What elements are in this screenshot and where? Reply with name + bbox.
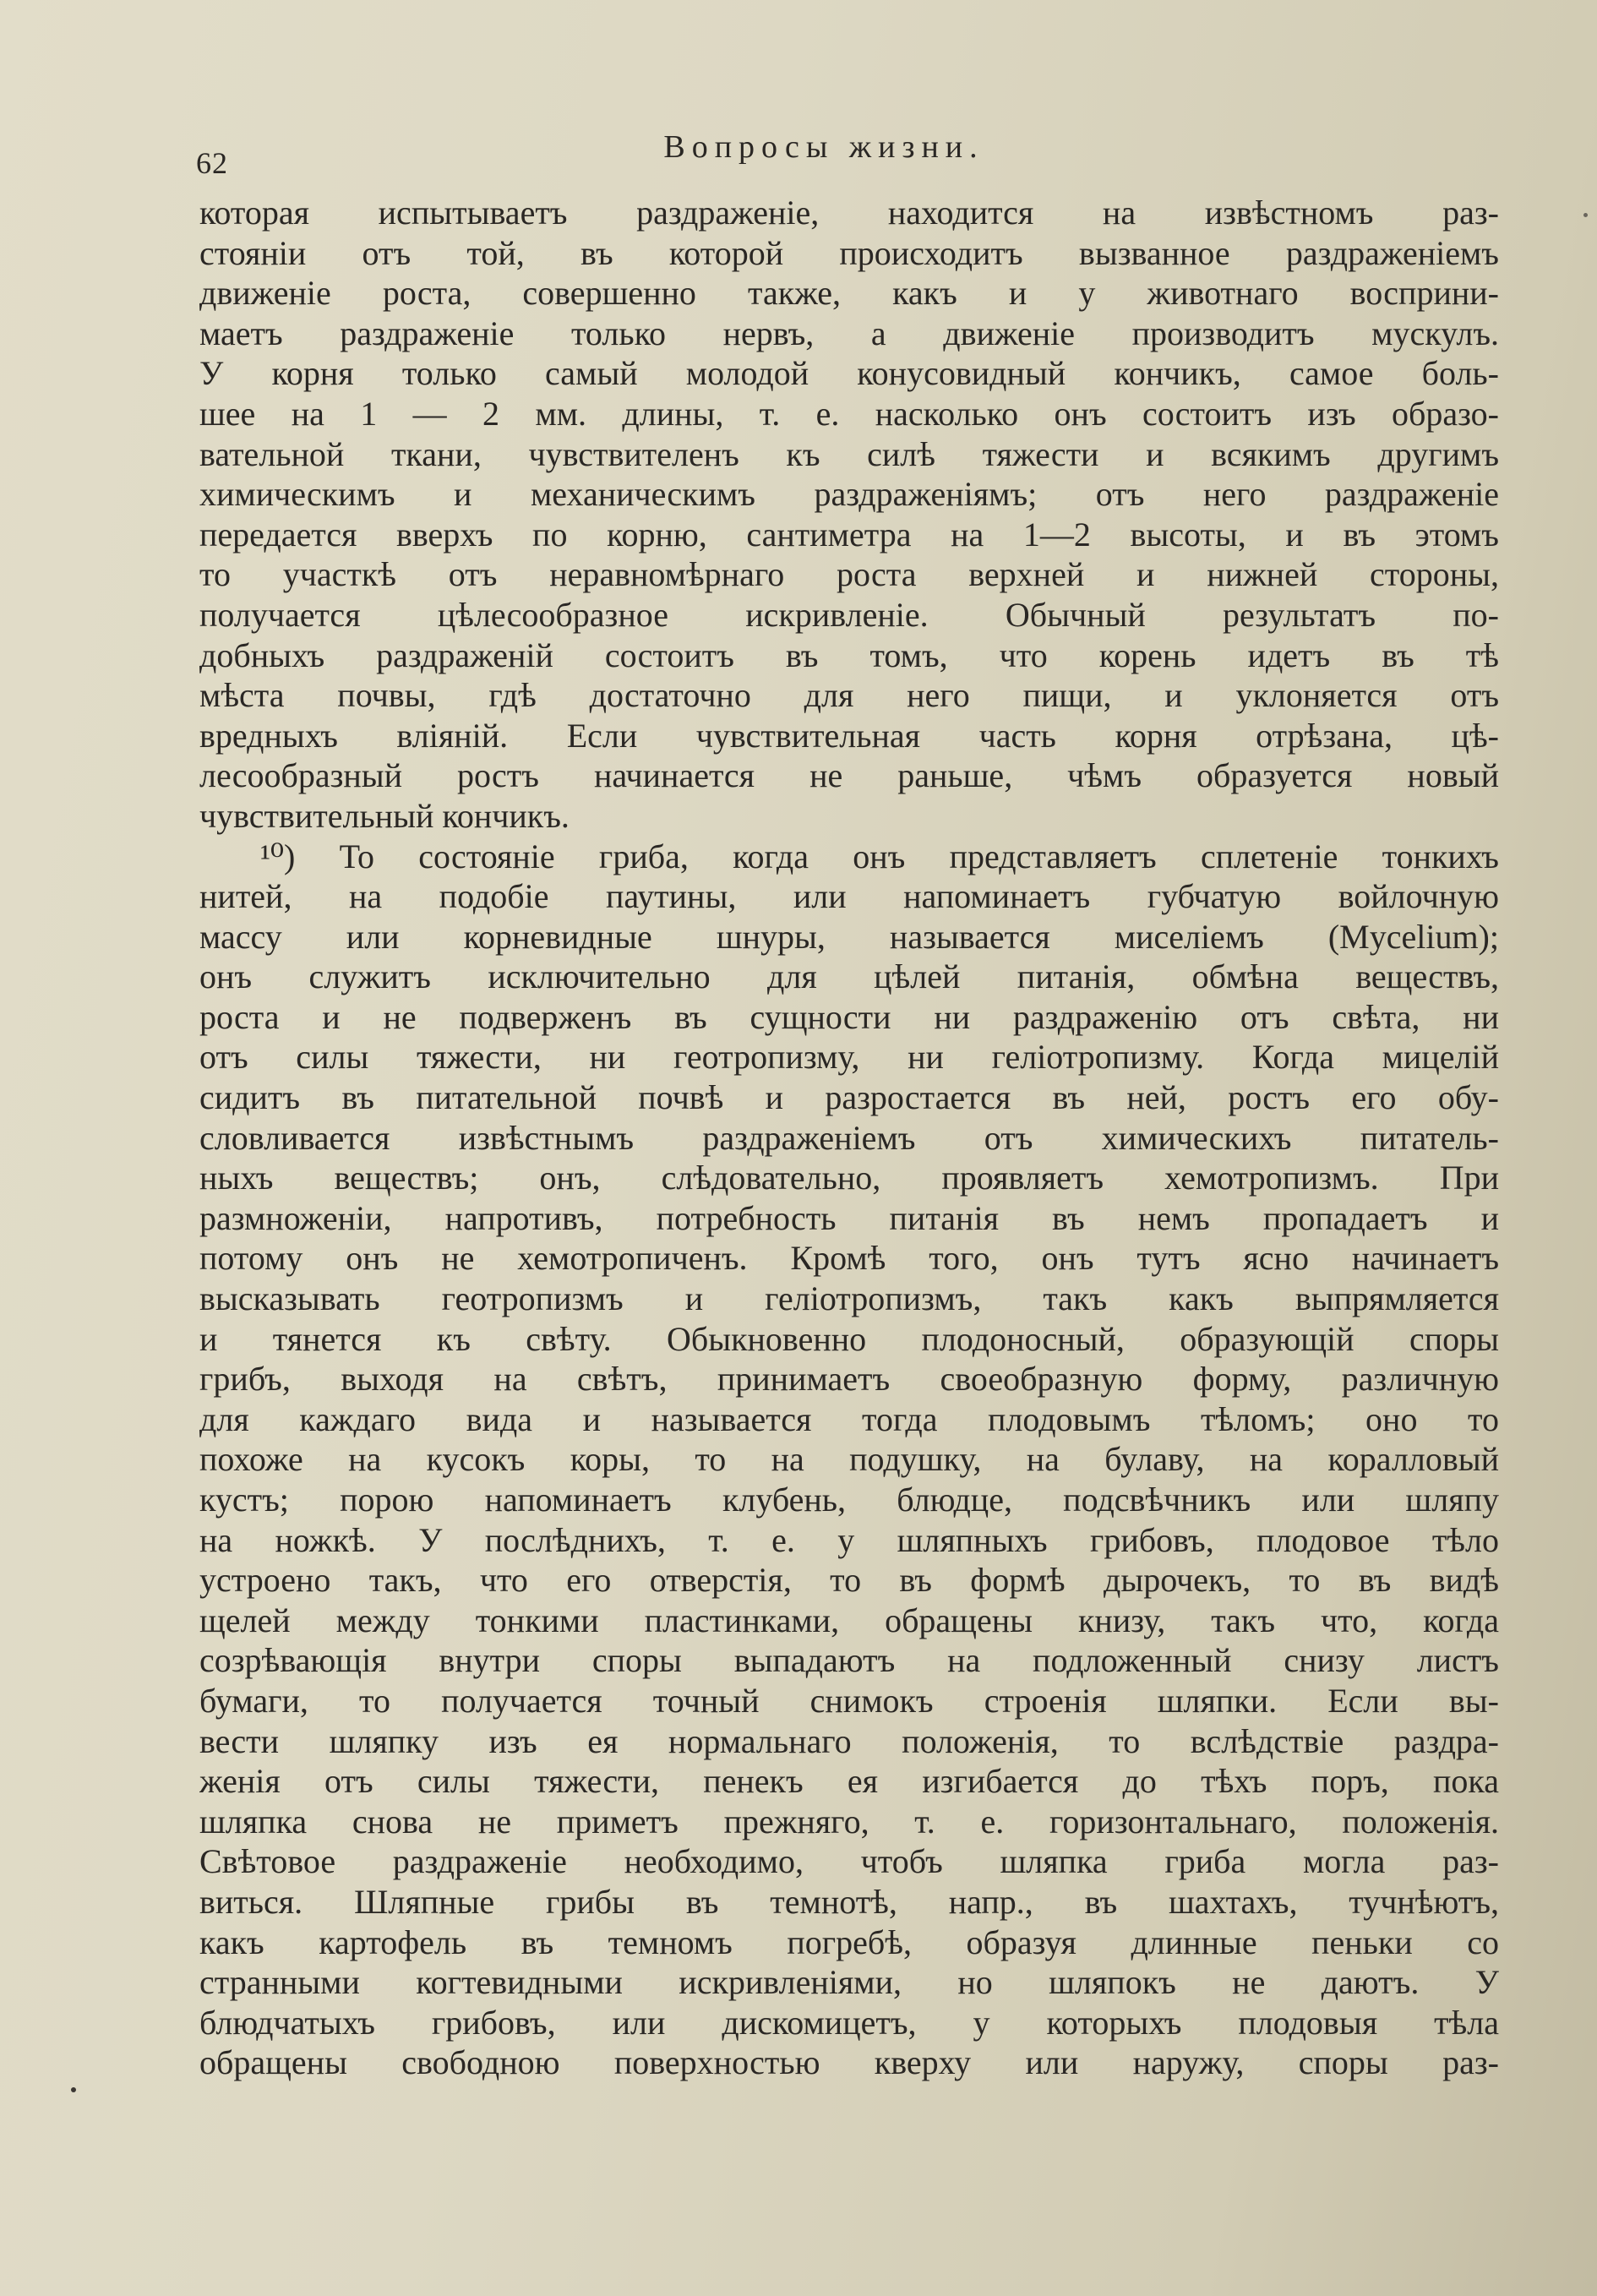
text-line: химическимъ и механическимъ раздраженіямъ; отъ него раздраженіе — [199, 475, 1499, 514]
text-line: обращены свободною поверхностью кверху или наружу, споры раз- — [199, 2043, 1499, 2082]
text-line: созрѣвающія внутри споры выпадаютъ на подложенный снизу листъ — [199, 1641, 1499, 1680]
text-line: щелей между тонкими пластинками, обращены книзу, такъ что, когда — [199, 1601, 1499, 1639]
text-line: бумаги, то получается точный снимокъ строенія шляпки. Если вы- — [199, 1681, 1499, 1720]
text-line: женія отъ силы тяжести, пенекъ ея изгибается до тѣхъ поръ, пока — [199, 1762, 1499, 1801]
text-line: лесообразный ростъ начинается не раньше, чѣмъ образуется новый — [199, 756, 1499, 795]
text-line: отъ силы тяжести, ни геотропизму, ни геліотропизму. Когда мицелій — [199, 1038, 1499, 1077]
text-line: виться. Шляпные грибы въ темнотѣ, напр., въ шахтахъ, тучнѣютъ, — [199, 1882, 1499, 1921]
text-line: мѣста почвы, гдѣ достаточно для него пищи, и уклоняется отъ — [199, 676, 1499, 715]
text-line: вредныхъ вліяній. Если чувствительная часть корня отрѣзана, цѣ- — [199, 716, 1499, 755]
text-line: движеніе роста, совершенно также, какъ и у животнаго восприни- — [199, 274, 1499, 313]
text-line: вести шляпку изъ ея нормальнаго положенія, то вслѣдствіе раздра- — [199, 1721, 1499, 1760]
text-line: онъ служитъ исключительно для цѣлей питанія, обмѣна веществъ, — [199, 957, 1499, 996]
page-number: 62 — [196, 146, 228, 180]
text-line: массу или корневидные шнуры, называется миceліемъ (Mycelium); — [199, 917, 1499, 956]
text-line: блюдчатыхъ грибовъ, или дискомицетъ, у которыхъ плодовыя тѣла — [199, 2003, 1499, 2042]
text-line: похоже на кусокъ коры, то на подушку, на булаву, на коралловый — [199, 1440, 1499, 1479]
text-line: странными когтевидными искривленіями, но шляпокъ не даютъ. У — [199, 1963, 1499, 2002]
text-line: шляпка снова не приметъ прежняго, т. е. горизонтальнаго, положенія. — [199, 1802, 1499, 1841]
text-line: на ножкѣ. У послѣднихъ, т. е. у шляпныхъ грибовъ, плодовое тѣло — [199, 1520, 1499, 1559]
text-line: размноженіи, напротивъ, потребность питанія въ немъ пропадаетъ и — [199, 1198, 1499, 1237]
text-line: роста и не подверженъ въ сущности ни раздраженію отъ свѣта, ни — [199, 997, 1499, 1036]
running-head-title: Вопросы жизни. — [663, 129, 984, 165]
text-line: У корня только самый молодой конусовидный кончикъ, самое боль- — [199, 354, 1499, 393]
text-line: маетъ раздраженіе только нервъ, а движеніе производитъ мускулъ. — [199, 314, 1499, 352]
text-line: потому онъ не хемотропиченъ. Кромѣ того, онъ тутъ ясно начинаетъ — [199, 1239, 1499, 1278]
text-line: шее на 1 — 2 мм. длины, т. е. насколько онъ состоитъ изъ образо- — [199, 394, 1499, 433]
text-line: сидитъ въ питательной почвѣ и разростается въ ней, ростъ его обу- — [199, 1078, 1499, 1117]
ink-speck — [71, 2087, 76, 2092]
text-line: устроено такъ, что его отверстія, то въ формѣ дырочекъ, то въ видѣ — [199, 1561, 1499, 1600]
footnote-start-line: ¹⁰) То состояніе гриба, когда онъ представляетъ сплетеніе тонкихъ — [260, 837, 1499, 875]
text-line: грибъ, выходя на свѣтъ, принимаетъ своеобразную форму, различную — [199, 1360, 1499, 1399]
text-line: Свѣтовое раздраженіе необходимо, чтобъ шляпка гриба могла раз- — [199, 1842, 1499, 1881]
text-line: то участкѣ отъ неравномѣрнаго роста верхней и нижней стороны, — [199, 555, 1499, 594]
text-line: получается цѣлесообразное искривленіе. Обычный результатъ по- — [199, 595, 1499, 634]
text-line: какъ картофель въ темномъ погребѣ, образуя длинные пеньки со — [199, 1922, 1499, 1961]
text-line: высказывать геотропизмъ и геліотропизмъ, такъ какъ выпрямляется — [199, 1279, 1499, 1318]
paragraph-end-line: чувствительный кончикъ. — [199, 796, 570, 835]
text-line: кустъ; порою напоминаетъ клубень, блюдце, подсвѣчникъ или шляпу — [199, 1481, 1499, 1519]
text-line: передается вверхъ по корню, сантиметра на 1—2 высоты, и въ этомъ — [199, 515, 1499, 554]
text-line: вательной ткани, чувствителенъ къ силѣ тяжести и всякимъ другимъ — [199, 434, 1499, 473]
text-line: для каждаго вида и называется тогда плодовымъ тѣломъ; оно то — [199, 1399, 1499, 1438]
edge-speck — [1583, 213, 1588, 217]
text-line: стояніи отъ той, въ которой происходитъ вызванное раздраженіемъ — [199, 233, 1499, 272]
body-text — [199, 193, 1499, 2083]
text-line: ныхъ веществъ; онъ, слѣдовательно, проявляетъ хемотропизмъ. При — [199, 1159, 1499, 1197]
text-line: добныхъ раздраженій состоитъ въ томъ, что корень идетъ въ тѣ — [199, 635, 1499, 674]
text-line: словливается извѣстнымъ раздраженіемъ отъ химическихъ питатель- — [199, 1118, 1499, 1157]
text-line: которая испытываетъ раздраженіе, находится на извѣстномъ раз- — [199, 194, 1499, 232]
text-line: и тянется къ свѣту. Обыкновенно плодоносный, образующій споры — [199, 1319, 1499, 1358]
text-line: нитей, на подобіе паутины, или напоминаетъ губчатую войлочную — [199, 877, 1499, 916]
